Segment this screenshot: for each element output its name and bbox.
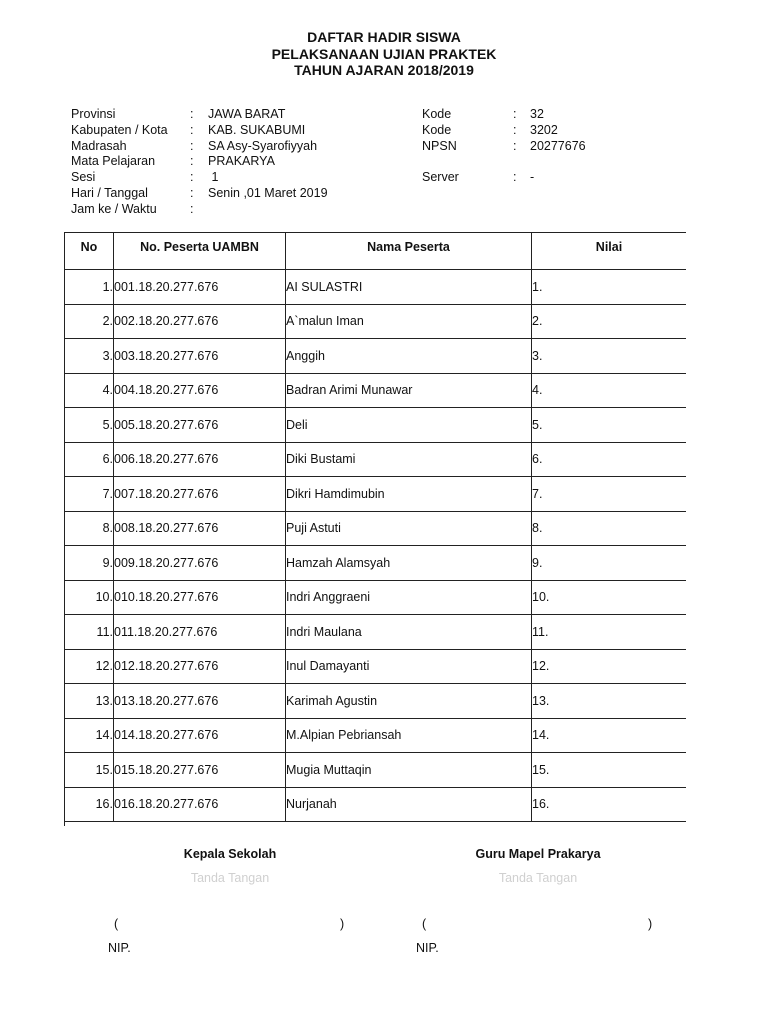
- table-row: [65, 304, 687, 339]
- participant-name: Indri Maulana: [286, 615, 532, 650]
- table-row: [65, 373, 687, 408]
- participant-number: 001.18.20.277.676: [114, 270, 286, 305]
- table-row: [65, 546, 687, 581]
- table-row: [65, 580, 687, 615]
- info-label: Sesi: [71, 170, 96, 185]
- row-number: 6.: [65, 442, 114, 477]
- signature-right-placeholder: Tanda Tangan: [498, 871, 578, 885]
- row-number: 14.: [65, 718, 114, 753]
- participant-name: Anggih: [286, 339, 532, 374]
- score-cell: 8.: [532, 511, 687, 546]
- score-cell: 12.: [532, 649, 687, 684]
- participant-number: 012.18.20.277.676: [114, 649, 286, 684]
- participant-number: 006.18.20.277.676: [114, 442, 286, 477]
- participant-number: 016.18.20.277.676: [114, 787, 286, 822]
- info-label: Kabupaten / Kota: [71, 122, 168, 137]
- info-value: JAWA BARAT: [208, 107, 286, 121]
- participant-name: AI SULASTRI: [286, 270, 532, 305]
- score-cell: 6.: [532, 442, 687, 477]
- participant-name: Deli: [286, 408, 532, 443]
- signature-right-close-paren: ): [648, 917, 653, 931]
- row-number: 12.: [65, 649, 114, 684]
- row-number: 5.: [65, 408, 114, 443]
- row-number: 1.: [65, 270, 114, 305]
- participant-number: 010.18.20.277.676: [114, 580, 286, 615]
- participant-name: A`malun Iman: [286, 304, 532, 339]
- info-label: Mata Pelajaran: [71, 154, 156, 169]
- info-value: Senin ,01 Maret 2019: [208, 185, 328, 200]
- table-row: [65, 408, 687, 443]
- score-cell: 15.: [532, 753, 687, 788]
- info-colon: :: [190, 154, 194, 169]
- title-line-2: PELAKSANAAN UJIAN PRAKTEK: [271, 45, 497, 62]
- table-row: [65, 615, 687, 650]
- table-row: [65, 787, 687, 822]
- row-number: 10.: [65, 580, 114, 615]
- signature-left-title: Kepala Sekolah: [183, 847, 277, 861]
- row-number: 7.: [65, 477, 114, 512]
- info-colon: :: [513, 122, 517, 137]
- table-row: [65, 684, 687, 719]
- participant-name: Mugia Muttaqin: [286, 753, 532, 788]
- info-colon: :: [513, 138, 517, 153]
- info-label: Kode: [422, 122, 452, 137]
- participant-number: 009.18.20.277.676: [114, 546, 286, 581]
- signature-left-nip: NIP.: [108, 941, 131, 955]
- row-number: 15.: [65, 753, 114, 788]
- signature-left-open-paren: (: [114, 917, 119, 931]
- row-number: 3.: [65, 339, 114, 374]
- signature-right-nip: NIP.: [416, 941, 439, 955]
- participant-name: Badran Arimi Munawar: [286, 373, 532, 408]
- participant-name: Puji Astuti: [286, 511, 532, 546]
- score-cell: 11.: [532, 615, 687, 650]
- header-no: No: [65, 233, 114, 270]
- info-value: 20277676: [530, 138, 586, 153]
- score-cell: 13.: [532, 684, 687, 719]
- info-colon: :: [513, 170, 517, 185]
- participant-name: Dikri Hamdimubin: [286, 477, 532, 512]
- info-value: PRAKARYA: [208, 154, 275, 169]
- table-header-row: [65, 233, 687, 270]
- info-label: Server: [422, 170, 459, 185]
- row-number: 2.: [65, 304, 114, 339]
- participant-number: 005.18.20.277.676: [114, 408, 286, 443]
- row-number: 9.: [65, 546, 114, 581]
- table-row: [65, 339, 687, 374]
- score-cell: 7.: [532, 477, 687, 512]
- score-cell: 16.: [532, 787, 687, 822]
- header-score: Nilai: [532, 233, 687, 270]
- info-label: Hari / Tanggal: [71, 185, 148, 200]
- score-cell: 2.: [532, 304, 687, 339]
- info-colon: :: [190, 107, 194, 121]
- info-value: KAB. SUKABUMI: [208, 122, 306, 137]
- score-cell: 4.: [532, 373, 687, 408]
- signature-right-open-paren: (: [422, 917, 427, 931]
- table-row: [65, 753, 687, 788]
- participant-number: 004.18.20.277.676: [114, 373, 286, 408]
- title-line-3: TAHUN AJARAN 2018/2019: [294, 62, 474, 78]
- table-row: [65, 718, 687, 753]
- title-line-1: DAFTAR HADIR SISWA: [307, 29, 461, 45]
- participant-number: 008.18.20.277.676: [114, 511, 286, 546]
- participant-number: 015.18.20.277.676: [114, 753, 286, 788]
- info-label: Kode: [422, 107, 452, 121]
- table-corner-mark: [64, 822, 65, 826]
- info-label: Jam ke / Waktu: [71, 201, 157, 216]
- participant-name: Hamzah Alamsyah: [286, 546, 532, 581]
- info-value: 32: [530, 107, 544, 121]
- row-number: 4.: [65, 373, 114, 408]
- info-colon: :: [190, 185, 194, 200]
- score-cell: 1.: [532, 270, 687, 305]
- info-value: 1: [208, 170, 219, 185]
- info-colon: :: [513, 107, 517, 121]
- row-number: 13.: [65, 684, 114, 719]
- participant-number: 011.18.20.277.676: [114, 615, 286, 650]
- header-participant-name: Nama Peserta: [286, 233, 532, 270]
- participant-number: 013.18.20.277.676: [114, 684, 286, 719]
- info-value: -: [530, 170, 535, 185]
- table-row: [65, 442, 687, 477]
- participant-number: 007.18.20.277.676: [114, 477, 286, 512]
- row-number: 11.: [65, 615, 114, 650]
- participant-name: Indri Anggraeni: [286, 580, 532, 615]
- score-cell: 3.: [532, 339, 687, 374]
- row-number: 8.: [65, 511, 114, 546]
- participant-number: 002.18.20.277.676: [114, 304, 286, 339]
- signature-left-placeholder: Tanda Tangan: [190, 871, 270, 885]
- info-colon: :: [190, 201, 194, 216]
- info-colon: :: [190, 122, 194, 137]
- table-row: [65, 477, 687, 512]
- row-number: 16.: [65, 787, 114, 822]
- info-label: NPSN: [422, 138, 457, 153]
- participant-name: Diki Bustami: [286, 442, 532, 477]
- participant-number: 003.18.20.277.676: [114, 339, 286, 374]
- info-value: 3202: [530, 122, 558, 137]
- signature-right-title: Guru Mapel Prakarya: [475, 847, 601, 861]
- participant-name: M.Alpian Pebriansah: [286, 718, 532, 753]
- signature-left-close-paren: ): [340, 917, 345, 931]
- table-row: [65, 649, 687, 684]
- attendance-table-wrapper: [64, 232, 686, 824]
- info-label: Madrasah: [71, 138, 127, 153]
- participant-name: Nurjanah: [286, 787, 532, 822]
- participant-name: Inul Damayanti: [286, 649, 532, 684]
- info-value: SA Asy-Syarofiyyah: [208, 138, 318, 153]
- attendance-table: [64, 232, 686, 822]
- participant-name: Karimah Agustin: [286, 684, 532, 719]
- info-label: Provinsi: [71, 107, 116, 121]
- score-cell: 9.: [532, 546, 687, 581]
- score-cell: 10.: [532, 580, 687, 615]
- table-row: [65, 270, 687, 305]
- info-colon: :: [190, 170, 194, 185]
- score-cell: 14.: [532, 718, 687, 753]
- document-title: [0, 29, 768, 79]
- score-cell: 5.: [532, 408, 687, 443]
- participant-number: 014.18.20.277.676: [114, 718, 286, 753]
- header-participant-number: No. Peserta UAMBN: [114, 233, 286, 270]
- table-row: [65, 511, 687, 546]
- info-colon: :: [190, 138, 194, 153]
